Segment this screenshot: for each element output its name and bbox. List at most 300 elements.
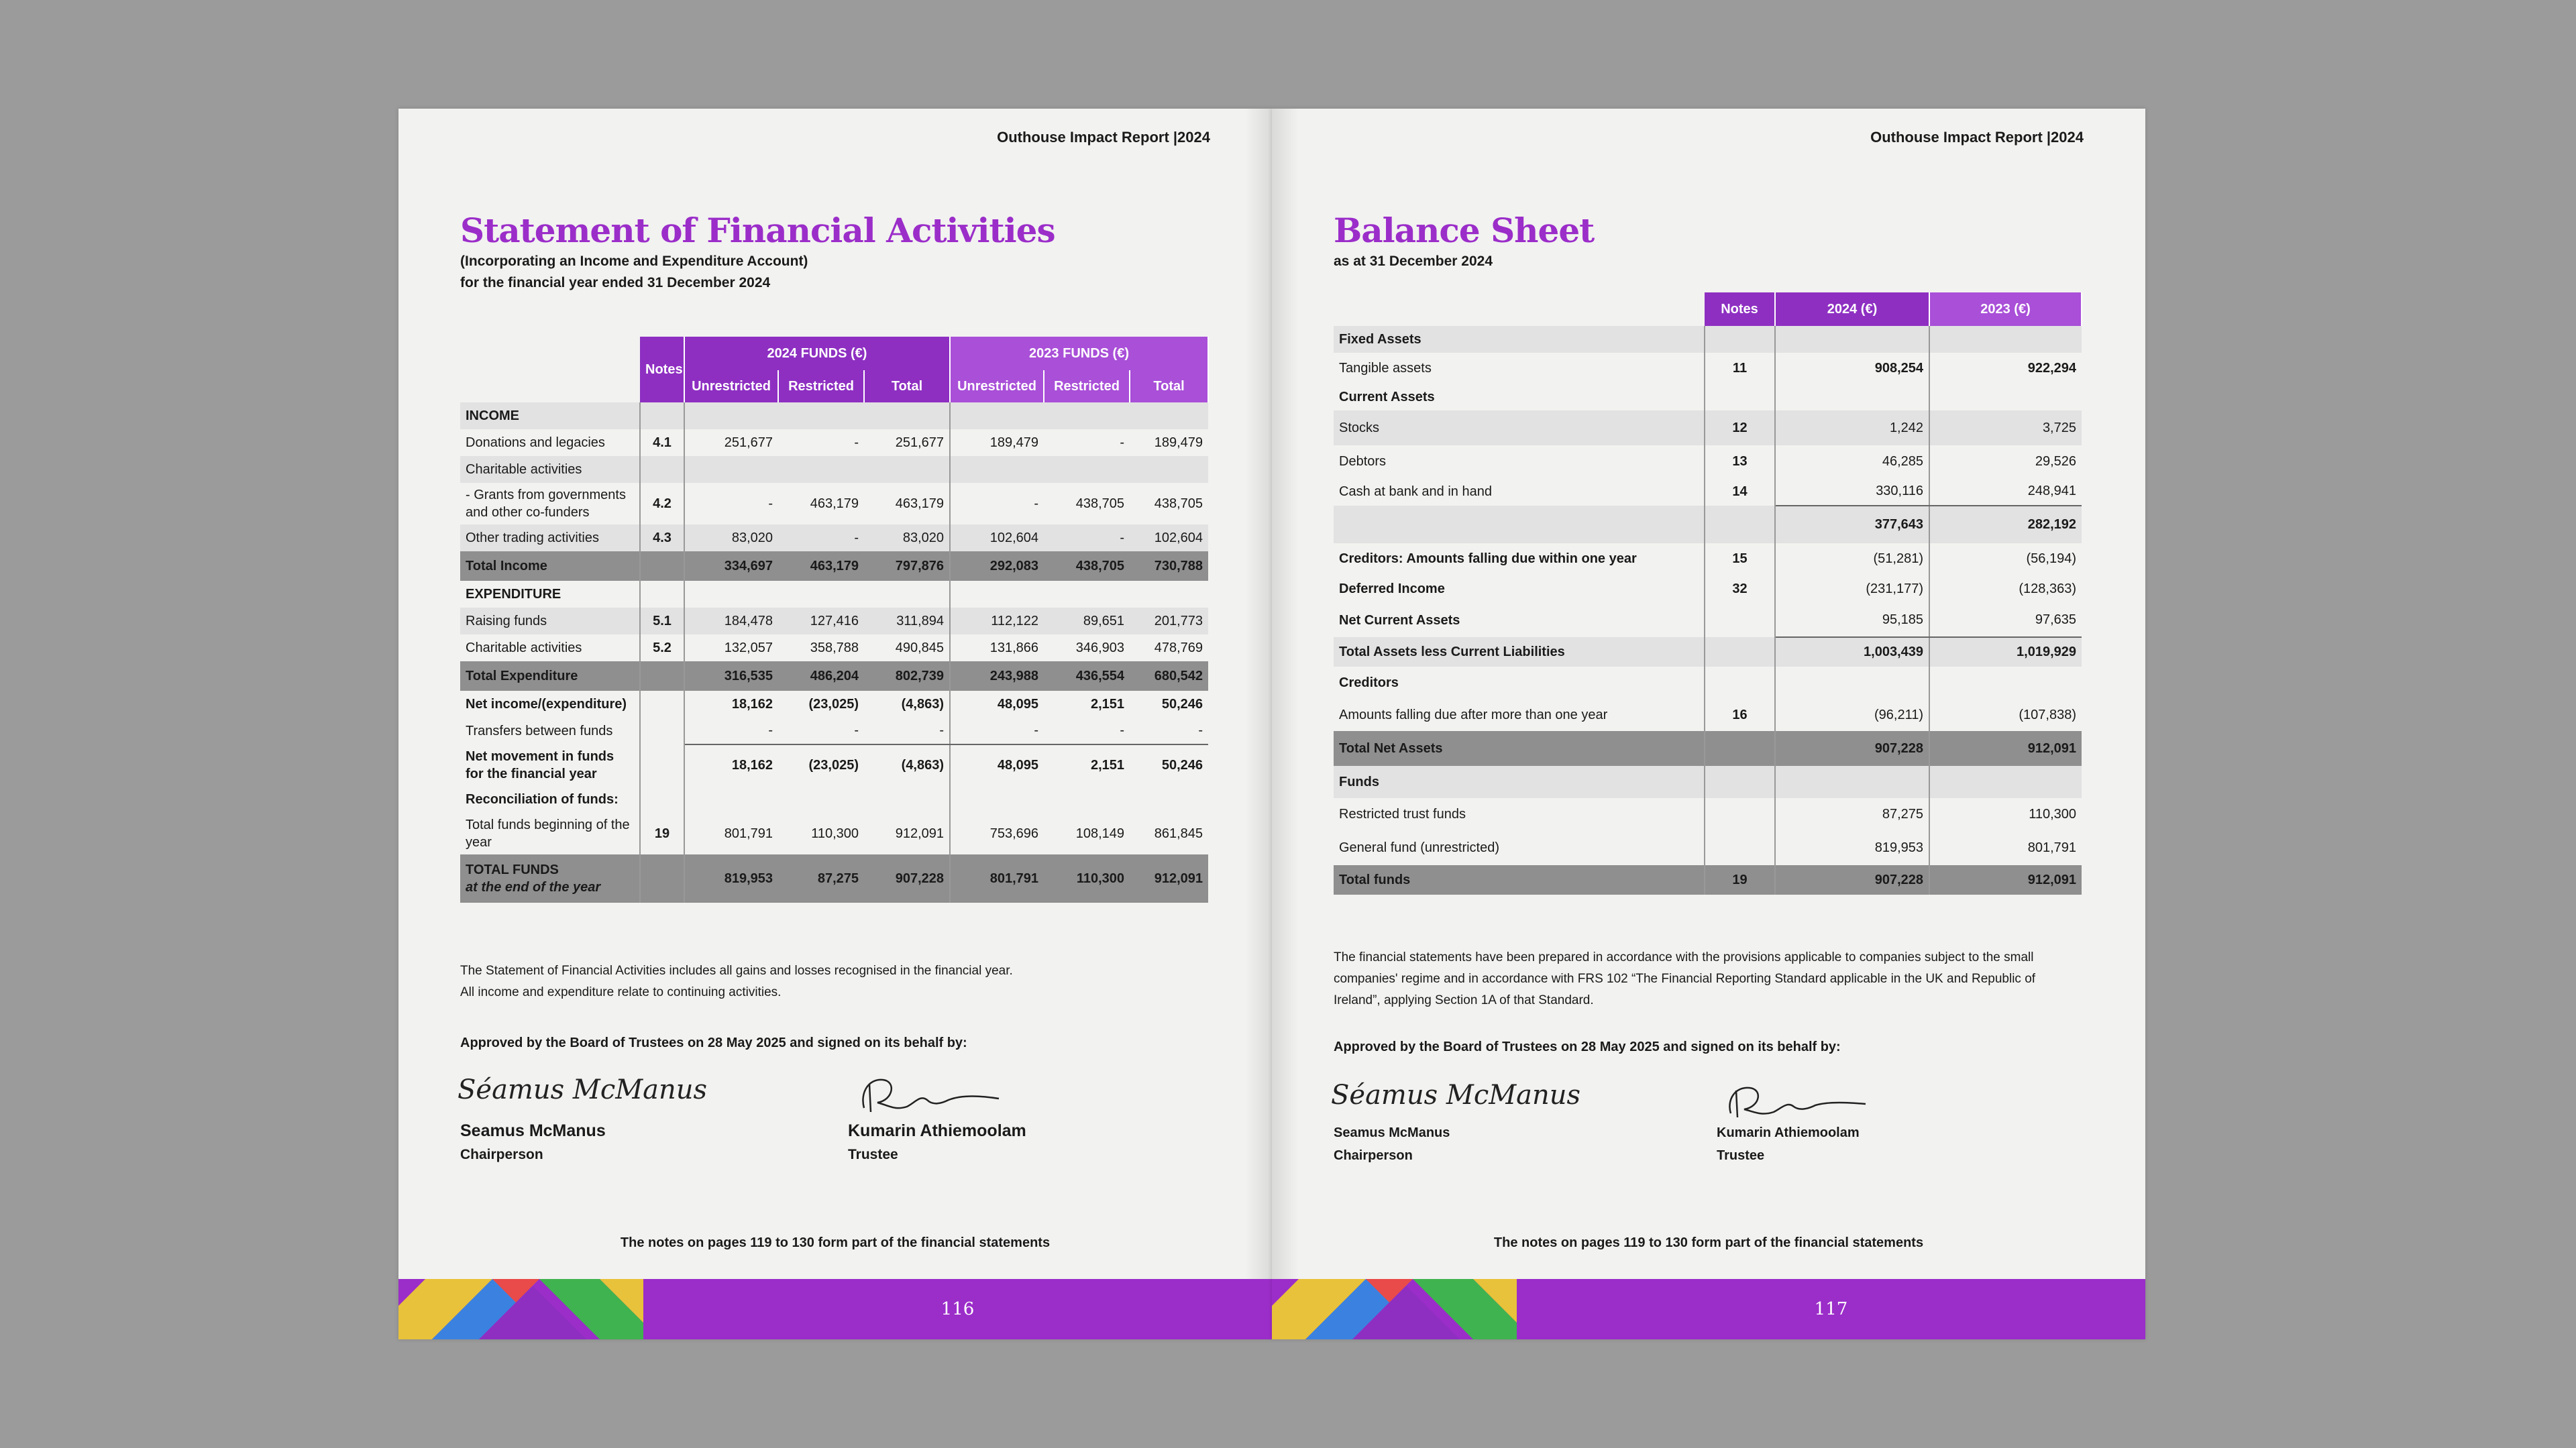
row-note <box>640 661 684 691</box>
table-cell <box>1130 581 1208 608</box>
table-cell: 908,254 <box>1775 353 1929 384</box>
row-label-subtext: at the end of the year <box>466 880 601 895</box>
table-cell: 48,095 <box>950 744 1044 786</box>
table-cell <box>1044 786 1130 813</box>
table-cell: 334,697 <box>684 551 778 581</box>
left-page <box>398 109 1272 1339</box>
table-cell <box>1044 581 1130 608</box>
table-cell: 89,651 <box>1044 608 1130 634</box>
row-note <box>1705 731 1775 766</box>
table-cell <box>1929 667 2082 699</box>
table-cell: 132,057 <box>684 634 778 661</box>
note-line: The Statement of Financial Activities includes all gains and losses recognised in the financial year. <box>460 964 1013 978</box>
row-label <box>460 608 640 634</box>
sofa-table <box>460 337 1209 903</box>
table-cell: 311,894 <box>864 608 950 634</box>
table-row <box>460 691 1208 718</box>
row-note <box>1705 667 1775 699</box>
table-cell: 110,300 <box>1044 854 1130 903</box>
footer-band <box>1272 1279 2145 1339</box>
row-label: Amounts falling due after more than one year <box>1334 699 1705 731</box>
table-cell: 189,479 <box>950 429 1044 456</box>
group-header-2023: 2023 FUNDS (€) <box>950 337 1208 370</box>
table-cell: 18,162 <box>684 744 778 786</box>
table-cell: 463,179 <box>778 483 864 524</box>
table-cell: 912,091 <box>1929 731 2082 766</box>
table-cell: 358,788 <box>778 634 864 661</box>
table-cell: 478,769 <box>1130 634 1208 661</box>
row-label <box>460 456 640 483</box>
group-header-2024: 2024 FUNDS (€) <box>684 337 950 370</box>
table-cell: 316,535 <box>684 661 778 691</box>
table-cell: - <box>1044 524 1130 551</box>
table-row <box>460 581 1208 608</box>
table-row <box>1334 604 2082 637</box>
row-note <box>640 691 684 718</box>
table-cell: 463,179 <box>778 551 864 581</box>
row-note <box>1705 384 1775 410</box>
table-cell: (107,838) <box>1929 699 2082 731</box>
footer-note: The notes on pages 119 to 130 form part of the financial statements <box>1493 1235 1924 1250</box>
table-row <box>1334 506 2082 543</box>
table-row <box>460 744 1208 786</box>
notes-header: Notes <box>1705 292 1775 326</box>
approval-statement: Approved by the Board of Trustees on 28 May 2025 and signed on its behalf by: <box>1334 1040 1841 1054</box>
row-label <box>460 483 640 524</box>
table-row <box>1334 731 2082 766</box>
row-note: 5.1 <box>640 608 684 634</box>
column-header: Unrestricted <box>684 370 778 402</box>
subtitle-line: (Incorporating an Income and Expenditure Account) <box>460 254 808 269</box>
table-cell: (4,863) <box>864 691 950 718</box>
row-label-text: - Grants from governments and other co-funders <box>466 488 626 520</box>
column-header-2024: 2024 (€) <box>1775 292 1929 326</box>
table-cell <box>950 786 1044 813</box>
signatory-title: Chairperson <box>460 1147 543 1162</box>
table-cell: (128,363) <box>1929 574 2082 604</box>
table-cell: 819,953 <box>1775 830 1929 865</box>
row-note: 16 <box>1705 699 1775 731</box>
column-header: Restricted <box>778 370 864 402</box>
row-label-text: Reconciliation of funds: <box>466 792 619 807</box>
table-cell: 730,788 <box>1130 551 1208 581</box>
table-cell: - <box>778 429 864 456</box>
row-label <box>460 854 640 903</box>
row-label: Restricted trust funds <box>1334 798 1705 830</box>
sofa-note <box>460 960 1013 1003</box>
table-cell: - <box>864 718 950 744</box>
table-cell: 377,643 <box>1775 506 1929 543</box>
table-cell: 110,300 <box>1929 798 2082 830</box>
table-row <box>460 813 1208 854</box>
table-row <box>460 524 1208 551</box>
footer-band <box>398 1279 1272 1339</box>
row-label: General fund (unrestricted) <box>1334 830 1705 865</box>
table-cell: 201,773 <box>1130 608 1208 634</box>
table-cell: 50,246 <box>1130 744 1208 786</box>
table-row <box>460 402 1208 429</box>
row-note <box>640 402 684 429</box>
table-cell: 48,095 <box>950 691 1044 718</box>
row-label: Stocks <box>1334 410 1705 445</box>
table-cell: 95,185 <box>1775 604 1929 637</box>
row-note <box>640 456 684 483</box>
table-row <box>1334 865 2082 895</box>
table-cell: 87,275 <box>1775 798 1929 830</box>
row-label: Tangible assets <box>1334 353 1705 384</box>
table-cell <box>864 402 950 429</box>
table-cell <box>684 581 778 608</box>
row-label <box>460 718 640 744</box>
header-title: Outhouse Impact Report | <box>997 129 1178 146</box>
table-cell <box>864 786 950 813</box>
table-row <box>1334 384 2082 410</box>
signature-kumarin <box>855 1073 1002 1120</box>
table-cell <box>1775 326 1929 353</box>
table-row <box>460 429 1208 456</box>
row-note: 4.1 <box>640 429 684 456</box>
row-label-text: Donations and legacies <box>466 435 605 450</box>
table-cell <box>1775 766 1929 798</box>
table-cell <box>1044 456 1130 483</box>
row-label-text: TOTAL FUNDS <box>466 862 559 877</box>
table-cell: 131,866 <box>950 634 1044 661</box>
row-label-text: Net income/(expenditure) <box>466 697 627 712</box>
table-cell <box>778 402 864 429</box>
row-label: Total Net Assets <box>1334 731 1705 766</box>
table-cell: 346,903 <box>1044 634 1130 661</box>
table-cell <box>1929 326 2082 353</box>
table-row <box>1334 543 2082 574</box>
row-note <box>640 718 684 744</box>
page-header <box>997 129 1210 146</box>
table-cell: (96,211) <box>1775 699 1929 731</box>
table-cell: 83,020 <box>684 524 778 551</box>
row-label-text: Net movement in funds for the financial year <box>466 749 614 781</box>
table-cell: 282,192 <box>1929 506 2082 543</box>
column-header: Total <box>864 370 950 402</box>
table-row <box>460 634 1208 661</box>
table-cell: 907,228 <box>1775 865 1929 895</box>
table-cell: (23,025) <box>778 744 864 786</box>
table-cell: 801,791 <box>684 813 778 854</box>
row-label: Deferred Income <box>1334 574 1705 604</box>
table-cell <box>684 456 778 483</box>
row-note <box>1705 506 1775 543</box>
signature-seamus: Séamus McManus <box>458 1074 708 1105</box>
table-corner <box>1334 292 1705 326</box>
row-label: Debtors <box>1334 445 1705 478</box>
table-row <box>1334 637 2082 667</box>
table-row <box>460 854 1208 903</box>
row-note: 32 <box>1705 574 1775 604</box>
spine-shadow <box>1272 109 1299 1339</box>
table-cell <box>1044 402 1130 429</box>
table-cell: 110,300 <box>778 813 864 854</box>
column-header: Restricted <box>1044 370 1130 402</box>
row-note: 12 <box>1705 410 1775 445</box>
note-line: All income and expenditure relate to continuing activities. <box>460 985 782 999</box>
column-header: Total <box>1130 370 1208 402</box>
table-cell: 486,204 <box>778 661 864 691</box>
table-cell: 907,228 <box>1775 731 1929 766</box>
table-cell: 907,228 <box>864 854 950 903</box>
table-cell: - <box>778 718 864 744</box>
column-header: Unrestricted <box>950 370 1044 402</box>
row-note: 15 <box>1705 543 1775 574</box>
row-note: 19 <box>1705 865 1775 895</box>
table-cell: 490,845 <box>864 634 950 661</box>
row-label-text: Transfers between funds <box>466 724 613 738</box>
table-row <box>460 718 1208 744</box>
table-cell <box>950 581 1044 608</box>
row-label <box>460 661 640 691</box>
table-cell: 243,988 <box>950 661 1044 691</box>
row-note: 5.2 <box>640 634 684 661</box>
balance-sheet-table <box>1334 292 2082 895</box>
signatory-name: Kumarin Athiemoolam <box>848 1121 1026 1140</box>
table-cell: 292,083 <box>950 551 1044 581</box>
row-note <box>640 744 684 786</box>
table-row <box>1334 798 2082 830</box>
table-cell: (231,177) <box>1775 574 1929 604</box>
row-label-text: Total funds beginning of the year <box>466 818 630 850</box>
table-cell: 2,151 <box>1044 744 1130 786</box>
row-label <box>460 691 640 718</box>
table-cell: - <box>1044 718 1130 744</box>
table-cell: 819,953 <box>684 854 778 903</box>
table-cell: 797,876 <box>864 551 950 581</box>
table-cell: 189,479 <box>1130 429 1208 456</box>
table-row <box>1334 766 2082 798</box>
row-label <box>1334 506 1705 543</box>
row-label <box>460 744 640 786</box>
table-cell: 18,162 <box>684 691 778 718</box>
table-cell: 922,294 <box>1929 353 2082 384</box>
rainbow-pattern <box>1272 1279 1517 1339</box>
table-row <box>1334 326 2082 353</box>
table-cell: 50,246 <box>1130 691 1208 718</box>
table-cell <box>950 402 1044 429</box>
table-cell: 102,604 <box>950 524 1044 551</box>
table-cell: 3,725 <box>1929 410 2082 445</box>
row-label-text: INCOME <box>466 408 519 423</box>
table-cell: 97,635 <box>1929 604 2082 637</box>
row-note <box>640 854 684 903</box>
page-subtitle: as at 31 December 2024 <box>1334 254 1493 269</box>
row-note <box>1705 766 1775 798</box>
row-note <box>1705 830 1775 865</box>
right-page <box>1272 109 2145 1339</box>
row-label-text: Total Expenditure <box>466 669 578 683</box>
table-cell: 438,705 <box>1044 551 1130 581</box>
table-row <box>1334 445 2082 478</box>
table-cell <box>1130 456 1208 483</box>
signatory-name: Seamus McManus <box>1334 1125 1450 1140</box>
statement-note <box>1334 947 2035 1011</box>
table-cell: 1,003,439 <box>1775 637 1929 667</box>
header-year: 2024 <box>1177 129 1210 146</box>
row-label: Total funds <box>1334 865 1705 895</box>
row-note <box>1705 637 1775 667</box>
row-label <box>460 634 640 661</box>
table-cell: - <box>778 524 864 551</box>
table-row <box>1334 667 2082 699</box>
table-cell: - <box>950 483 1044 524</box>
row-label: Net Current Assets <box>1334 604 1705 637</box>
table-cell <box>950 456 1044 483</box>
header-year: 2024 <box>2051 129 2084 146</box>
table-cell <box>864 581 950 608</box>
table-cell: 330,116 <box>1775 478 1929 506</box>
signature-seamus: Séamus McManus <box>1331 1080 1581 1111</box>
row-label: Creditors <box>1334 667 1705 699</box>
row-label <box>460 551 640 581</box>
table-row <box>460 483 1208 524</box>
row-label-text: Other trading activities <box>466 531 599 545</box>
table-row <box>1334 830 2082 865</box>
table-cell <box>778 456 864 483</box>
table-cell: 801,791 <box>1929 830 2082 865</box>
table-cell: 108,149 <box>1044 813 1130 854</box>
table-cell <box>1130 786 1208 813</box>
row-label <box>460 786 640 813</box>
table-cell <box>684 402 778 429</box>
table-cell <box>1775 384 1929 410</box>
row-label: Current Assets <box>1334 384 1705 410</box>
table-cell: - <box>684 718 778 744</box>
table-cell: 83,020 <box>864 524 950 551</box>
table-row <box>460 608 1208 634</box>
table-cell: 127,416 <box>778 608 864 634</box>
column-header-2023: 2023 (€) <box>1929 292 2082 326</box>
row-label: Total Assets less Current Liabilities <box>1334 637 1705 667</box>
row-label <box>460 524 640 551</box>
table-cell: 184,478 <box>684 608 778 634</box>
row-label-text: Total Income <box>466 559 547 573</box>
row-note <box>640 551 684 581</box>
rainbow-pattern <box>398 1279 643 1339</box>
page-number: 116 <box>941 1299 975 1319</box>
table-row <box>1334 353 2082 384</box>
table-cell: 46,285 <box>1775 445 1929 478</box>
table-cell: 801,791 <box>950 854 1044 903</box>
row-note <box>640 581 684 608</box>
table-cell: - <box>1130 718 1208 744</box>
table-cell: 102,604 <box>1130 524 1208 551</box>
note-line: companies' regime and in accordance with FRS 102 “The Financial Reporting Standard applicable in the UK and Republic of <box>1334 972 2036 986</box>
row-label-text: Raising funds <box>466 614 547 628</box>
table-cell: 251,677 <box>684 429 778 456</box>
table-cell: 912,091 <box>1130 854 1208 903</box>
table-cell: 112,122 <box>950 608 1044 634</box>
row-note: 19 <box>640 813 684 854</box>
row-label <box>460 402 640 429</box>
table-cell: 438,705 <box>1044 483 1130 524</box>
table-cell: (56,194) <box>1929 543 2082 574</box>
row-note <box>1705 798 1775 830</box>
table-cell: - <box>1044 429 1130 456</box>
row-note <box>1705 604 1775 637</box>
row-label-text: Charitable activities <box>466 462 582 477</box>
row-note <box>640 786 684 813</box>
row-label: Fixed Assets <box>1334 326 1705 353</box>
table-row <box>460 786 1208 813</box>
table-cell: 802,739 <box>864 661 950 691</box>
table-corner <box>460 337 640 370</box>
row-note: 11 <box>1705 353 1775 384</box>
table-cell: (51,281) <box>1775 543 1929 574</box>
row-note <box>1705 326 1775 353</box>
signature-kumarin <box>1721 1081 1869 1124</box>
table-row <box>1334 699 2082 731</box>
row-note: 14 <box>1705 478 1775 506</box>
signatory-title: Trustee <box>1717 1148 1765 1163</box>
notes-header: Notes <box>640 337 684 402</box>
signatory-title: Chairperson <box>1334 1148 1413 1163</box>
table-corner <box>460 370 640 402</box>
table-cell: 463,179 <box>864 483 950 524</box>
row-label <box>460 581 640 608</box>
table-cell <box>1929 766 2082 798</box>
approval-statement: Approved by the Board of Trustees on 28 May 2025 and signed on its behalf by: <box>460 1036 967 1050</box>
row-note: 4.3 <box>640 524 684 551</box>
table-cell: 87,275 <box>778 854 864 903</box>
signatory-title: Trustee <box>848 1147 898 1162</box>
table-cell: 912,091 <box>1929 865 2082 895</box>
table-cell: 680,542 <box>1130 661 1208 691</box>
row-label: Creditors: Amounts falling due within one year <box>1334 543 1705 574</box>
table-cell: 29,526 <box>1929 445 2082 478</box>
table-cell <box>1130 402 1208 429</box>
table-cell: 1,019,929 <box>1929 637 2082 667</box>
table-cell: (4,863) <box>864 744 950 786</box>
table-row <box>460 551 1208 581</box>
row-label-text: EXPENDITURE <box>466 587 561 602</box>
footer-note: The notes on pages 119 to 130 form part of the financial statements <box>620 1235 1051 1250</box>
row-label: Cash at bank and in hand <box>1334 478 1705 506</box>
table-cell: - <box>684 483 778 524</box>
header-title: Outhouse Impact Report | <box>1870 129 2051 146</box>
table-cell: 2,151 <box>1044 691 1130 718</box>
table-cell: - <box>950 718 1044 744</box>
table-cell <box>1929 384 2082 410</box>
table-row <box>1334 478 2082 506</box>
table-cell <box>778 786 864 813</box>
table-cell: (23,025) <box>778 691 864 718</box>
table-cell: 248,941 <box>1929 478 2082 506</box>
table-cell: 251,677 <box>864 429 950 456</box>
table-row <box>460 661 1208 691</box>
table-cell: 436,554 <box>1044 661 1130 691</box>
page-title: Balance Sheet <box>1334 211 1595 250</box>
page-subtitle <box>460 251 808 294</box>
subtitle-line: for the financial year ended 31 December 2024 <box>460 275 771 290</box>
note-line: Ireland”, applying Section 1A of that Standard. <box>1334 993 1594 1007</box>
signatory-name: Seamus McManus <box>460 1121 606 1140</box>
table-cell <box>778 581 864 608</box>
table-row <box>1334 410 2082 445</box>
table-cell: 1,242 <box>1775 410 1929 445</box>
row-label <box>460 429 640 456</box>
table-cell <box>1775 667 1929 699</box>
row-note: 4.2 <box>640 483 684 524</box>
table-cell: 753,696 <box>950 813 1044 854</box>
page-header <box>1870 129 2084 146</box>
table-cell: 438,705 <box>1130 483 1208 524</box>
page-title: Statement of Financial Activities <box>460 211 1055 250</box>
table-cell: 912,091 <box>864 813 950 854</box>
